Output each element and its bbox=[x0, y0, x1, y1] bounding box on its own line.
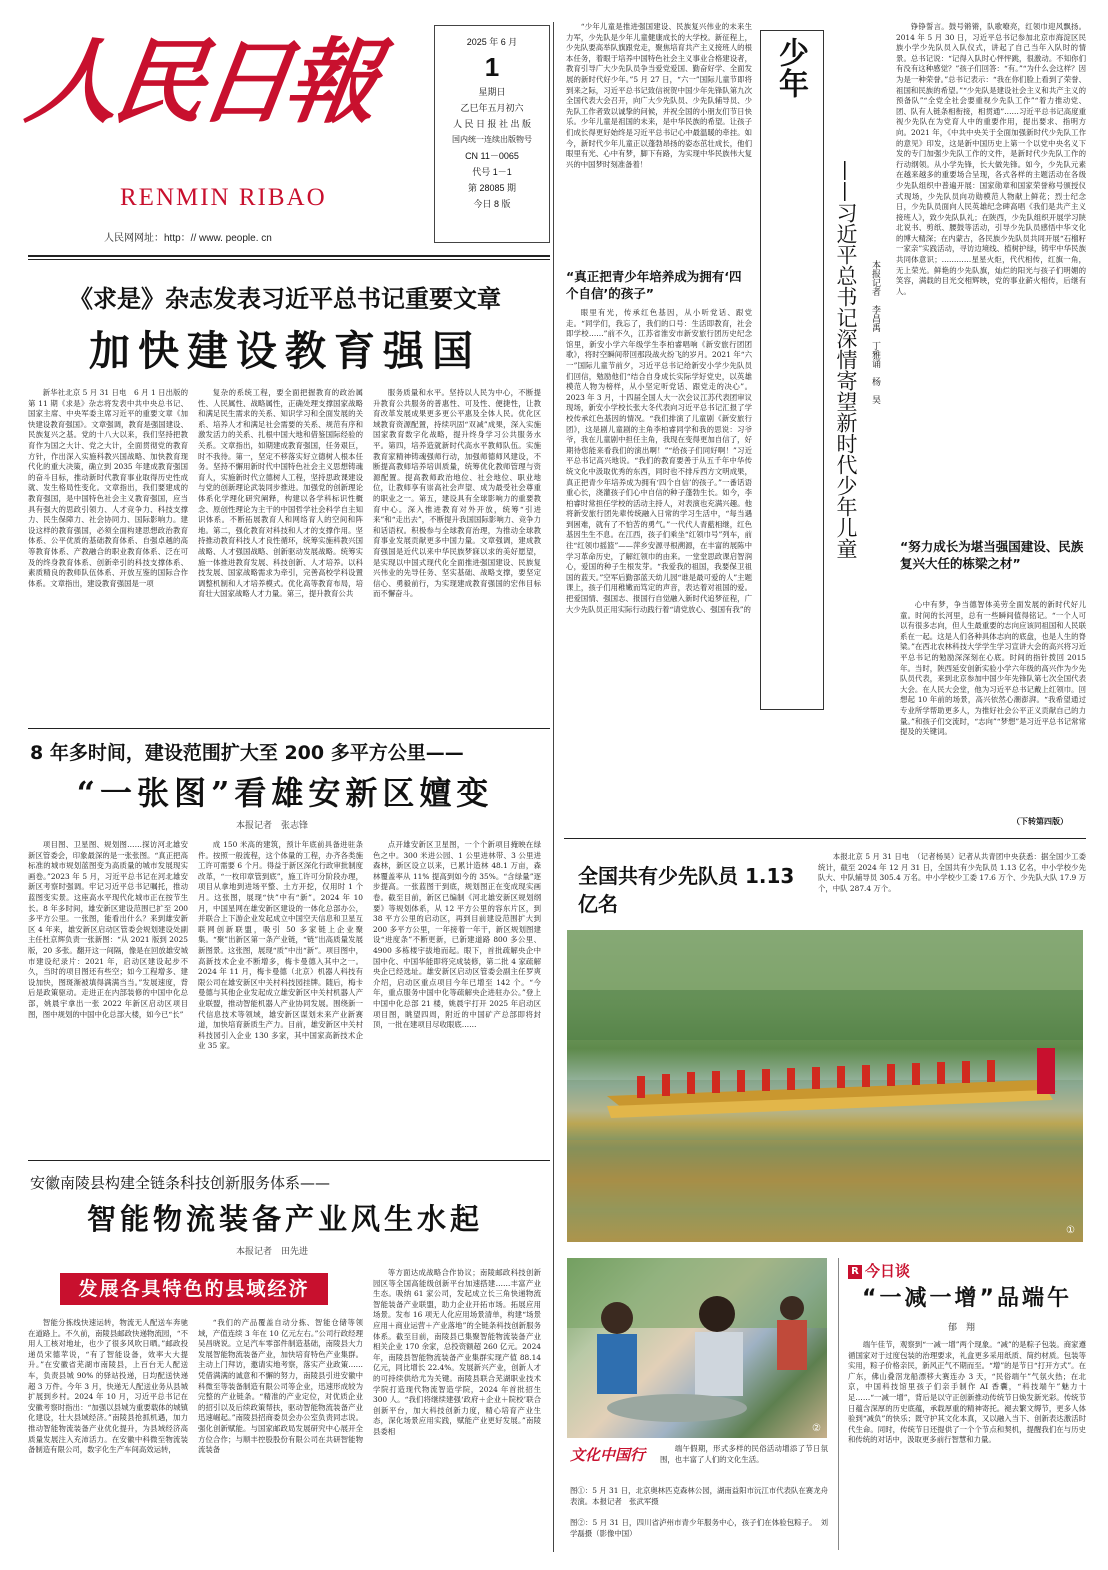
feature-byline: 本报记者 李昌禹 丁雅诵 杨 昊 bbox=[870, 260, 880, 404]
date-lunar: 乙巳年五月初六 bbox=[460, 103, 524, 113]
photo-marker-1: ① bbox=[1066, 1225, 1075, 1236]
culture-china-logo: 文化中国行 bbox=[570, 1446, 646, 1464]
date-day: 1 bbox=[484, 52, 500, 82]
reg-label: 国内统一连续出版物号 bbox=[452, 135, 532, 144]
pioneers-body: 本报北京 5 月 31 日电 （记者杨昊）记者从共青团中央获悉：据全国少工委统计，截至 2024 年 12 月 31 日，全国共有少先队员 1.13 亿名，中小学校少先队大、中队辅导员 305.4 万名。中小学校少工委 17.6 万个、少先队大队 17.9 万个，中队 287.4 万个。 bbox=[818, 852, 1086, 893]
code-number: 代号 1－1 bbox=[472, 167, 512, 177]
xiongan-headline[interactable]: “一张图”看雄安新区嬗变 bbox=[76, 774, 494, 812]
anhui-subhead[interactable]: 安徽南陵县构建全链条科技创新服务体系—— bbox=[30, 1174, 331, 1192]
xiongan-subhead[interactable]: 8 年多时间，建设范围扩大至 200 多平方公里—— bbox=[30, 742, 464, 764]
commentary-tag: R 今日谈 bbox=[848, 1260, 910, 1281]
xiongan-byline: 本报记者 张志锋 bbox=[236, 821, 309, 831]
divider bbox=[28, 255, 550, 257]
feature-headline[interactable]: 少年 bbox=[773, 37, 808, 99]
photo-caption-2: 图②：5 月 31 日，四川省泸州市青少年服务中心，孩子们在体验包粽子。 刘学磊摄（影像中国） bbox=[570, 1518, 828, 1538]
masthead bbox=[20, 22, 428, 212]
page-count: 今日 8 版 bbox=[473, 199, 511, 209]
commentary-body: 端午佳节，观察到“一减一增”两个现象。“减”的是粽子包装。商家遵循国家对于过度包装的治理要求，礼盒更多采用纸质、简约材质。包装等实用，粽子价格亲民，新风正气不期而至。“增”的是节日“打开方式”。在广东，佛山叠滘龙船漂移大赛连办 3 天，“民俗端午”气氛火热；在北京，中国科技馆里孩子们亲手制作 AI 香囊，“科技端午”魅力十足……“一减一增”，背后是以守正创新推动传统节日焕发新光彩。传统节日蕴含深厚的历史底蕴，承载厚重的精神寄托。褪去繁文缛节，更多人体验到“减负”的快乐；既守护其文化本真，又以融入当下、创新表达激活时代生命。同时，传统节日还提供了一个个节点和契机，提醒我们在与历史和传统的对话中，汲取更多前行智慧和力量。 bbox=[848, 1340, 1086, 1445]
anhui-column-3: 等方面达成战略合作协议；南陵邮政科技创新园区等全国高能级创新平台加速搭建……丰富产业生态。吸纳 61 家公司，发起成立长三角快递物流智能装备产业联盟，助力企业开拓市场。拓展应用场景。发布 16 项无人化应用场景清单，构建“场景应用＋商业运营＋产业落地”的全链条科技创新服务体系。截至目前，南陵县已集聚智能物流装备产业相关企业 170 余家，总投资额超 260 亿元。2024 年，南陵县智能物流装备产业集群实现产值 88.14 亿元，同比增长 22.4%。发展新兴产业，创新人才的可持续供给尤为关键。南陵县联合芜湖职业技术学院打造现代物流智造学院，2024 年首批招生 300 人。“我们将继续建强‘政府＋企业＋院校’联合创新平台，加大科技创新力度，精心培育产业生态，深化场景应用实践，赋能产业更好发展。”南陵县委相 bbox=[373, 1268, 541, 1436]
divider bbox=[28, 259, 550, 260]
date-weekday: 星期日 bbox=[478, 87, 506, 97]
pioneers-headline[interactable]: 全国共有少先队员 1.13亿名 bbox=[578, 864, 795, 916]
feature-subhead[interactable]: ——习近平总书记深情寄望新时代少年儿童 bbox=[834, 160, 858, 559]
xiongan-column-3: 点开雄安新区卫星图，一个个新项目掩映在绿色之中。300 米进公园、1 公里进林带、3 公里进森林，新区设立以来，已累计造林 48.1 万亩，森林覆盖率从 11% 提高到如今的 35%。“含绿量”逐步提高。一张蓝图干到底，规划图正在变成现实画卷。截至目前，新区已编制《河北雄安新区规划纲要》等规划体系，从 12 平方公里的容东片区，到 38 平方公里的启动区，再到目前建设范围扩大到 200 多平方公里，一年接着一年干，新区规划图建设“进度条”不断更新，已新建道路 800 多公里、4900 多栋楼宇拔地而起。眼下，首批疏解央企中国中化、中国华能即将完成装修，第二批 4 家疏解央企已经选址。雄安新区启动区管委会副主任罗爽介绍，启动区重点项目今年已增至 142 个。“今年，重点服务中国中化等疏解央企进驻办公。”登上中国中化总部 21 楼，姚晨宇打开 2025 年启动区项目图，眺望四周，附近的中国矿产总部即将封顶，一批在建项目尽收眼底…… bbox=[373, 840, 541, 1030]
feature-intro: “少年儿童是推进强国建设、民族复兴伟业的未来生力军，少先队是少年儿童健康成长的大学校。新征程上，少先队要高举队旗跟党走，聚焦培育共产主义接班人的根本任务，着眼于培养中国特色社会主义事业合格建设者，教育引导广大少先队员争当爱党爱国、勤奋好学、全面发展的新时代好少年。”5 月 27 日，“六一”国际儿童节即将到来之际，习近平总书记致信祝贺中国少年先锋队第九次全国代表大会召开，向广大少先队员、少先队辅导员、少先队工作者致以诚挚的问候，并祝全国的小朋友们节日快乐。少年儿童是祖国的未来，是中华民族的希望。让孩子们成长得更好始终是习近平总书记心中最温暖的牵挂。如今，新时代少年儿童正以蓬勃昂扬的姿态茁壮成长，他们眼里有光、心中有梦，脚下有路，为实现中华民族伟大复兴的中国梦时刻准备着！ bbox=[566, 22, 752, 169]
lead-subhead[interactable]: 《求是》杂志发表习近平总书记重要文章 bbox=[69, 285, 501, 313]
date-box bbox=[434, 25, 550, 243]
cn-number: CN 11－0065 bbox=[465, 151, 519, 161]
divider bbox=[553, 22, 554, 1552]
xiongan-column-2: 成 150 米高的建筑，预计年底前具备进驻条件。按照一般流程，这个体量的工程，办齐各类施工许可需要 6 个月。得益于新区深化行政审批制度改革，“一枚印章管到底”，施工许可分阶段办理，项目从拿地到进场平整、土方开挖，仅用时 1 个月。这张图，展现“快”中有“新”。2024 年 10 月，中国星网在雄安新区建设的一体化总部办公，并联合上下游企业发起成立中国空天信息和卫星互联网创新联盟，吸引 50 多家链上企业聚集。“聚”出新区第一条产业链，“链”出高质量发展新图景。这张图，展现“质”中出“新”。项目图中，高新技术企业不断增多，梅卡曼德入其中之一。2024 年 11 月，梅卡曼德（北京）机器人科技有限公司在雄安新区中关村科技园挂牌。随后，梅卡曼德与其他企业发起成立雄安新区中关村机器人产业联盟，推动智能机器人产业协同发展。围绕新一代信息技术等领域，雄安新区谋划未来产业新赛道，加快培育新质生产力。目前，雄安新区中关村科技园引入企业 130 多家，其中国家高新技术企业 35 家。 bbox=[198, 840, 363, 1051]
lead-column-1: 新华社北京 5 月 31 日电 6 月 1 日出版的第 11 期《求是》杂志将发表中共中央总书记、国家主席、中央军委主席习近平的重要文章《加快建设教育强国》。文章强调，教育是强国建设、民族复兴之基。党的十八大以来，我们坚持把教育作为国之大计、党之大计，全面贯彻党的教育方针，作出深入实施科教兴国战略、加快教育现代化的重大决策，确立到 2035 年建成教育强国的奋斗目标，推动新时代教育事业取得历史性成就、发生格局性变化。文章指出，我们要建成的教育强国，是中国特色社会主义教育强国，应当具有强大的思政引领力、人才竞争力、科技支撑力、民生保障力、社会协同力、国际影响力。建设这样的教育强国，必须全面构建思想政治教育体系、公平优质的基础教育体系、自强卓越的高等教育体系、产教融合的职业教育体系、泛在可及的终身教育体系、创新牵引的科技支撑体系、素质精良的教师队伍体系、开放互鉴的国际合作体系。文章指出，建设教育强国是一项 bbox=[28, 388, 188, 588]
photo-caption-1: 图①：5 月 31 日，北京奥林匹克森林公园，湖南益阳市沅江市代表队在赛龙舟表演。本报记者 张武军摄 bbox=[570, 1486, 828, 1506]
commentary-author: 郁 翔 bbox=[948, 1323, 976, 1333]
masthead-latin: RENMIN RIBAO bbox=[120, 184, 327, 211]
publisher: 人 民 日 报 社 出 版 bbox=[452, 119, 531, 129]
lead-column-2: 复杂的系统工程，要全面把握教育的政治属性、人民属性、战略属性，正确处理支撑国家战略和满足民生需求的关系、知识学习和全面发展的关系、培养人才和满足社会需要的关系、规范有序和激发活力的关系、扎根中国大地和借鉴国际经验的关系。文章指出，如期建成教育强国，任务艰巨，时不我待。第一，坚定不移落实好立德树人根本任务。坚持不懈用新时代中国特色社会主义思想铸魂育人，实施新时代立德树人工程，坚持思政课建设与党的创新理论武装同步推进。加强党的创新理论体系化学理化研究阐释，构建以各学科标识性概念、原创性理论为主干的中国哲学社会科学自主知识体系。不断拓展教育人和网络育人的空间和阵地。第二，强化教育对科技和人才的支撑作用。坚持推动教育科技人才良性循环，统筹实施科教兴国战略、人才强国战略、创新驱动发展战略。统筹实施一体推进教育发展、科技创新、人才培养。以科技发展、国家战略需求为牵引，完善高校学科设置调整机制和人才培养模式。优化高等教育布局，培育壮大国家战略人才力量。第三，提升教育公共 bbox=[198, 388, 363, 599]
zongzi-illustration bbox=[567, 1258, 827, 1438]
dragon-boat-photo bbox=[567, 930, 1083, 1242]
lead-headline[interactable]: 加快建设教育强国 bbox=[89, 327, 481, 375]
feature-quote-1[interactable]: “真正把青少年培养成为拥有‘四个自信’的孩子” bbox=[566, 269, 742, 301]
anhui-headline[interactable]: 智能物流装备产业风生水起 bbox=[86, 1202, 483, 1236]
xiongan-column-1: 项目图、卫星图、规划图……探访河北雄安新区管委会，印象最深的是一张张图。“真正把高标准的城市规划蓝图变为高质量的城市发展现实画卷。”2023 年 5 月，习近平总书记在河北雄安新区考察时强调。牢记习近平总书记嘱托，推动蓝图变实景。这座高水平现代化城市正在按节生长。8 年多时间，雄安新区建设范围已扩至 200 多平方公里。一张图，能看出什么？来到雄安新区 4 年来，雄安新区启动区管委会规划建设处副主任杜京辉负责一张新图：“从 2021 版到 2025 版，20 多张。翻开这一间隔，像是在回放雄安城市建设纪录片：2021 年，启动区建设起步不久，当时的项目图还有些空；如今工程增多、建设加快，图斑渐被填得满满当当。”发展速度，背后是政策驱动。走进正在内部装修的中国中化总部，姚晨宇拿出一张 2022 年新区启动区项目图，图中规划的中国中化总部大楼，如今已“长” bbox=[28, 840, 188, 1019]
website-line[interactable]: 人民网网址：http：// www. people. cn bbox=[104, 233, 272, 244]
masthead-logo: 人民日報 bbox=[20, 28, 380, 136]
continued-note: （下转第四版） bbox=[1012, 816, 1068, 826]
divider bbox=[28, 1160, 550, 1161]
feature-column-1: 眼里有光，传承红色基因，从小听党话、跟党走。“同学们，我忘了，我们的口号：生活即教育，社会即学校……”前不久，江苏省淮安市新安旅行团历史纪念馆里，新安小学六年级学生李柏睿唱响《新安旅行团团歌》，将时空瞬间带回那段战火纷飞的岁月。2021 年“六一”国际儿童节前夕，习近平总书记给新安小学少先队员们回信，勉励他们“结合自身成长实际学好党史，以英雄模范人物为榜样，从小坚定听党话、跟党走的决心”。2023 年 3 月，十四届全国人大一次会议江苏代表团审议现场，新安小学校长张大冬代表向习近平总书记汇报了学校传承红色基因的情况。“我们排演了儿童剧《新安旅行团》，这是剧儿童剧的主角李柏睿同学和我的思说：习爷爷，我在儿童剧中担任主角，我现在变得更加自信了，好期待您能来看我们的演出啊！”“给孩子们同好啊！”习近平总书记高兴地说。“我们的教育要善于从五千年中华传统文化中汲取优秀的东西，同时也不排斥西方文明成果，真正把青少年培养成为拥有‘四个自信’的孩子。”一番话语重心长，浇灌孩子们心中自信的种子蓬勃生长。如今，李柏睿时常担任学校的活动主持人，对表演也充满兴趣。他将新安旅行团先辈传统融入日常的学习生活中，“每当遇到困难，就有了不怕苦的勇气。”一代代人青藍相继，红色基因生生不息。在江西，孩子们乘坐“红领巾号”列车，前往“红领巾摇篮”——萍乡安源寻根溯源，在丰富的展陈中学习革命历史，了解红领巾的由来。一堂堂思政课启智润心，爱国的种子生根发芽。“我爱我的祖国，我要保卫祖国的蓝天。”空军后勤部蓝天幼儿园“谁是最可爱的人”主题课上，孩子们用稚嫩而笃定的声音，表达着对祖国的爱。把爱国情、强国志、报国行自觉融入新时代追梦征程，广大少先队员正用实际行动践行着“请党放心、强国有我”的 bbox=[566, 308, 752, 614]
commentary-headline[interactable]: “一减一增”品端午 bbox=[862, 1286, 1072, 1311]
divider bbox=[564, 838, 1086, 839]
photo-marker-2: ② bbox=[812, 1423, 821, 1434]
dragon-boat-illustration bbox=[567, 930, 1083, 1242]
anhui-column-2: “我们的产品覆盖自动分拣、智能仓储等领域，产值连续 3 年在 10 亿元左右。”公司行政经理吴昌晓说。立足汽车零部件制造基础，南陵县大力发展智能物流装备产业，加快培育特色产业集群。主动上门拜访，邀请实地考察，落实产业政策……凭借满满的诚意和不懈的努力，南陵县引进安徽中科微至等装备制造有限公司等企业，迅速形成较为完整的产业链条。“精准的产业定位，对优质企业的招引以及后续政策帮扶，驱动智能物流装备产业迅速崛起。”南陵县招商委员会办公室负责同志说。强化创新赋能。与国家邮政局发展研究中心展开全方位合作；与顺丰控股股份有限公司在共研智能物流装备 bbox=[198, 1318, 363, 1455]
date-year-month: 2025 年 6 月 bbox=[466, 37, 518, 47]
feature-column-2: 铮铮誓言。鼓号锵锵，队歌嘹亮，红领巾迎风飘扬。2014 年 5 月 30 日，习近平总书记参加北京市海淀区民族小学少先队员入队仪式，讲起了自己当年入队时的情景。总书记说：“记得入队时心怦怦跳，很激动。不知你们有没有这种感觉？”孩子们回答：“有。”“为什么会这样？因为是一种荣誉。”总书记表示：“我在你们脸上看到了荣誉、祖国和民族的希望。”“少先队是建设社会主义和共产主义的预备队”“全党全社会要重视少先队工作”“着力推动党、团、队有人链条相衔接，相贯通”……习近平总书记高度重视少先队在为党育人中的重要作用，提出要求、指明方向。2021 年，《中共中央关于全面加强新时代少先队工作的意见》印发，这是新中国历史上第一个以党中央名义下发的专门加强少先队工作的文件，是新时代少先队工作的行动纲领。从小学先锋，长大做先锋。如今，少先队元素在越来越多的重要场合呈现，各式各样的主题活动在各级少先队组织中普遍开展：国家勋章和国家荣誉称号颁授仪式现场，少先队员向功勋模范人物献上鲜花；烈士纪念日，少先队员面向人民英雄纪念碑高唱《我们是共产主义接班人》，致少先队队礼；在陕西，少先队组织开展学习陕北说书、剪纸、腰鼓等活动，引导少先队员感悟中华文化的博大精深；在内蒙古，各民族少先队员共同开展“石榴籽一家亲”实践活动，寻访边境线、植树护绿，铸牢中华民族共同体意识；…………星星火炬，代代相传，红旗一角，无上荣光。鲜艳的少先队旗，灿烂的阳光与孩子们明媚的笑容，满载的目光交相辉映，党的事业薪火相传，后继有人。 bbox=[896, 22, 1086, 296]
commentary-tag-icon: R bbox=[848, 1265, 862, 1279]
anhui-column-1: 智能分拣线快速运转，物流无人配送车奔驰在道路上。不久前，南陵县邮政快递物流园，“不用人工核对地址，也少了很多风吹日晒。”邮政投递员宋德苹说，“有了智能设备，效率大大提升。”在安徽省芜湖市南陵县，上百台无人配送车，负责县城 90% 的驿站投递，日均配送快递超 3 万件。今年 3 月，快递无人配送业务从县城扩展到乡村。2024 年 10 月，习近平总书记在安徽考察时指出：“加强以县城为重要载体的城镇化建设，壮大县域经济。”南陵县抢抓机遇，加力推动智能物流装备产业优化提升，为县域经济高质量发展注入充沛活力。在安徽中科微至物流装备制造有限公司，数字化生产车间高效运转， bbox=[28, 1318, 188, 1455]
anhui-byline: 本报记者 田先进 bbox=[236, 1247, 309, 1257]
feature-quote-2[interactable]: “努力成长为堪当强国建设、民族复兴大任的栋梁之材” bbox=[900, 539, 1084, 571]
feature-column-3: 心中有梦，争当德智体美劳全面发展的新时代好儿童。时间的长河里，总有一些瞬间值得铭记。“一个人可以有很多志向，但人生最重要的志向应该同祖国和人民联系在一起。这是人们各种具体志向的底盘，也是人生的脊梁。”在西北农林科技大学学生学习宣讲大会的高兴将习近平总书记的勉励深深刻在心底。时间的指针拨回 2015 年。当时，陕西延安创新实验小学六年级的高兴作为少先队员代表，来到北京参加中国少年先锋队第七次全国代表大会。在人民大会堂，他为习近平总书记戴上红领巾。回想起 10 年前的场景，高兴依然心潮澎湃。“我希望通过专业所学帮助更多人，为推好社会公平正义贡献自己的力量。”和孩子们交流时，“志向”“梦想”是习近平总书记常常提及的关键词。 bbox=[900, 600, 1086, 737]
county-economy-banner[interactable]: 发展各具特色的县域经济 bbox=[60, 1273, 328, 1305]
lead-column-3: 服务质量和水平。坚持以人民为中心，不断提升教育公共服务的普惠性、可及性、便捷性，让教育改革发展成果更多更公平惠及全体人民。优化区域教育资源配置，持续巩固“双减”成果，深入实施国家教育数字化战略，提升终身学习公共服务水平。第四，培养造就新时代高水平教师队伍。实施教育家精神铸魂强师行动，加强师德师风建设，不断提高教师培养培训质量，统筹优化教师管理与资源配置。提高教师政治地位、社会地位、职业地位，让教师享有崇高社会声望、成为最受社会尊重的职业之一。第五，建设具有全球影响力的重要教育中心。深入推进教育对外开放，统筹“引进来”和“走出去”，不断提升我国国际影响力、竞争力和话语权。积极参与全球教育治理，为推动全球教育事业发展贡献更多中国力量。文章强调，建成教育强国是近代以来中华民族梦寐以求的美好愿望，是实现以中国式现代化全面推进强国建设、民族复兴伟业的先导任务、坚实基础、战略支撑，要坚定信心、勇毅前行，为实现建成教育强国的宏伟目标而不懈奋斗。 bbox=[373, 388, 541, 599]
issue-number: 第 28085 期 bbox=[467, 183, 517, 193]
divider bbox=[838, 1258, 839, 1550]
zongzi-photo bbox=[567, 1258, 827, 1438]
divider bbox=[28, 728, 550, 729]
culture-body: 端午假期，形式多样的民俗活动增添了节日氛围，也丰富了人们的文化生活。 bbox=[660, 1444, 828, 1464]
